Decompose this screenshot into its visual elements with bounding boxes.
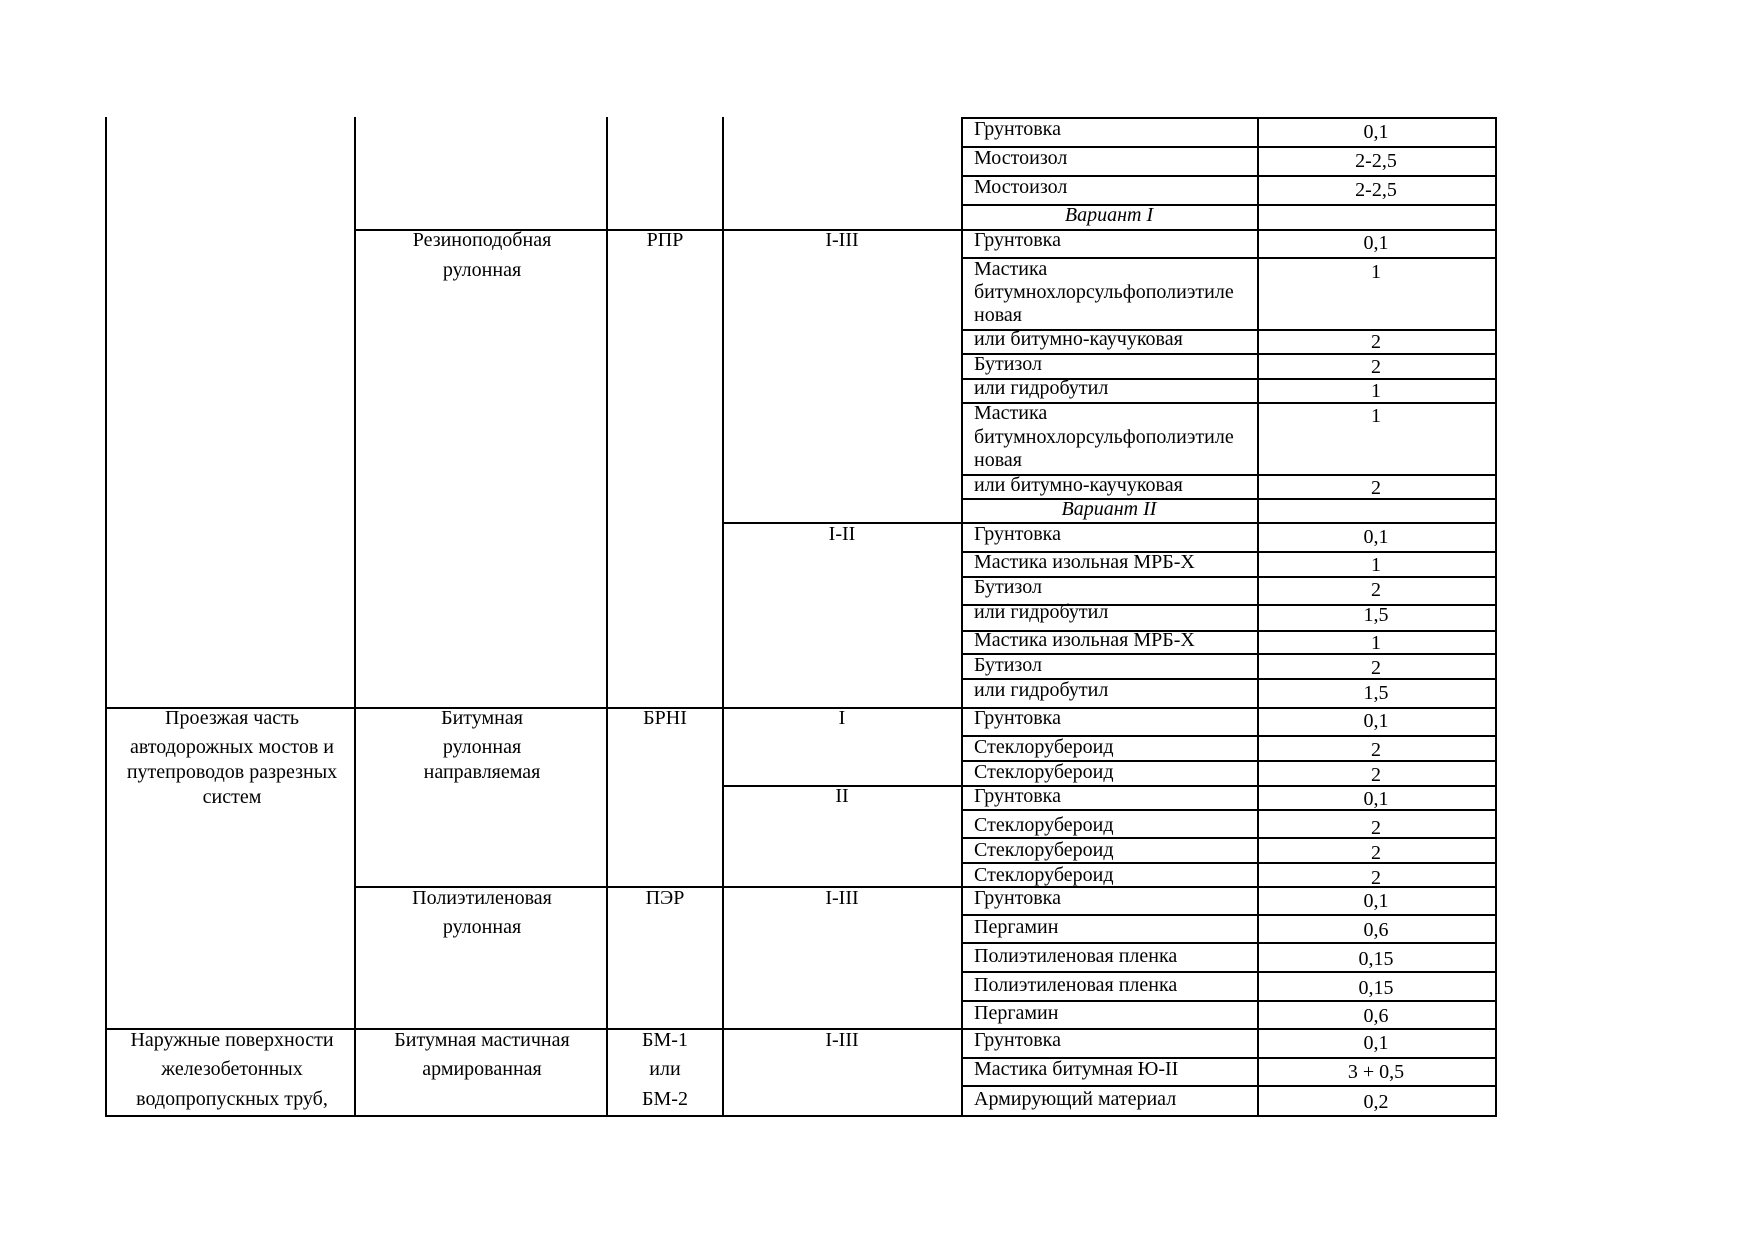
table-cell-text: I-III [825, 229, 859, 251]
layer-thickness: 0,1 [1363, 890, 1389, 912]
layer-thickness: 0,1 [1363, 121, 1389, 143]
table-cell-text: рулонная [442, 259, 522, 281]
layer-name: битумнохлорсульфополиэтиле [974, 281, 1234, 303]
layer-name: Мастика изольная МРБ-Х [974, 629, 1195, 651]
layer-name: Мостоизол [974, 147, 1068, 169]
table-cell-text: I [838, 707, 846, 729]
layer-name: Полиэтиленовая пленка [974, 945, 1178, 967]
variant-heading: Вариант I [1064, 204, 1154, 226]
table-cell-text: I-III [825, 887, 859, 909]
grid-line-vertical [961, 117, 963, 1117]
layer-name: Пергамин [974, 916, 1059, 938]
table-cell-text: РПР [646, 229, 684, 251]
layer-thickness: 2 [1371, 356, 1381, 378]
grid-line-vertical [722, 117, 724, 1117]
layer-thickness: 1 [1371, 554, 1381, 576]
layer-name: Стеклорубероид [974, 736, 1114, 758]
layer-thickness: 0,1 [1363, 526, 1389, 548]
table-cell-text: Битумная мастичная [394, 1029, 570, 1051]
layer-name: Мастика [974, 402, 1048, 424]
layer-name: Полиэтиленовая пленка [974, 974, 1178, 996]
table-cell-text: рулонная [442, 916, 522, 938]
layer-name: новая [974, 449, 1022, 471]
layer-thickness: 2-2,5 [1355, 150, 1397, 172]
layer-thickness: 2 [1371, 867, 1381, 889]
grid-line-horizontal [961, 1115, 1497, 1117]
table-cell-text: армированная [422, 1058, 542, 1080]
layer-thickness: 0,6 [1363, 919, 1389, 941]
layer-name: Бутизол [974, 654, 1042, 676]
layer-thickness: 0,1 [1363, 788, 1389, 810]
layer-name: Грунтовка [974, 785, 1061, 807]
layer-thickness: 0,6 [1363, 1005, 1389, 1027]
layer-name: битумнохлорсульфополиэтиле [974, 426, 1234, 448]
layer-name: Пергамин [974, 1002, 1059, 1024]
layer-thickness: 1 [1371, 261, 1381, 283]
table-cell-text: путепроводов разрезных [126, 761, 338, 783]
table-cell-text: Наружные поверхности [130, 1029, 334, 1051]
layer-name: или гидробутил [974, 377, 1109, 399]
layer-name: Стеклорубероид [974, 864, 1114, 886]
table-cell-text: I-II [828, 523, 856, 545]
layer-name: Мастика битумная Ю-II [974, 1058, 1179, 1080]
layer-thickness: 2 [1371, 657, 1381, 679]
layer-thickness: 0,15 [1358, 948, 1394, 970]
layer-name: Грунтовка [974, 523, 1061, 545]
layer-thickness: 0,15 [1358, 977, 1394, 999]
table-cell-text: Резиноподобная [412, 229, 552, 251]
table-cell-text: Полиэтиленовая [412, 887, 552, 909]
layer-name: Бутизол [974, 576, 1042, 598]
layer-name: новая [974, 304, 1022, 326]
table-cell-text: БМ-2 [642, 1088, 688, 1110]
grid-line-horizontal [105, 1115, 963, 1117]
layer-thickness: 2 [1371, 331, 1381, 353]
layer-thickness: 2 [1371, 579, 1381, 601]
layer-name: Стеклорубероид [974, 761, 1114, 783]
layer-name: Грунтовка [974, 118, 1061, 140]
table-cell-text: Битумная [441, 707, 523, 729]
layer-thickness: 0,1 [1363, 1032, 1389, 1054]
layer-name: или битумно-каучуковая [974, 474, 1183, 496]
layer-name: Стеклорубероид [974, 814, 1114, 836]
grid-line-vertical [105, 117, 107, 1117]
table-cell-text: направляемая [423, 761, 541, 783]
layer-thickness: 1,5 [1363, 604, 1389, 626]
layer-thickness: 0,1 [1363, 710, 1389, 732]
layer-name: или битумно-каучуковая [974, 328, 1183, 350]
layer-thickness: 2 [1371, 477, 1381, 499]
layer-thickness: 3 + 0,5 [1347, 1061, 1405, 1083]
layer-thickness: 1 [1371, 380, 1381, 402]
layer-thickness: 1 [1371, 632, 1381, 654]
table-cell-text: или [649, 1058, 681, 1080]
layer-name: Бутизол [974, 353, 1042, 375]
layer-name: Грунтовка [974, 1029, 1061, 1051]
layer-name: Мастика изольная МРБ-Х [974, 551, 1195, 573]
table-cell-text: Проезжая часть [165, 707, 299, 729]
table-cell-text: автодорожных мостов и [129, 736, 334, 758]
layer-name: Стеклорубероид [974, 839, 1114, 861]
table-cell-text: II [835, 785, 849, 807]
layer-thickness: 2 [1371, 817, 1381, 839]
layer-name: Грунтовка [974, 887, 1061, 909]
layer-thickness: 2 [1371, 739, 1381, 761]
layer-name: Грунтовка [974, 229, 1061, 251]
layer-thickness: 0,1 [1363, 232, 1389, 254]
layer-name: Мостоизол [974, 176, 1068, 198]
layer-name: Грунтовка [974, 707, 1061, 729]
layer-name: или гидробутил [974, 679, 1109, 701]
layer-thickness: 2 [1371, 764, 1381, 786]
layer-name: Армирующий материал [974, 1088, 1177, 1110]
variant-heading: Вариант II [1061, 498, 1157, 520]
layer-thickness: 0,2 [1363, 1091, 1389, 1113]
layer-name: Мастика [974, 258, 1048, 280]
table-cell-text: I-III [825, 1029, 859, 1051]
table-cell-text: БРНI [643, 707, 687, 729]
layer-thickness: 1 [1371, 405, 1381, 427]
table-cell-text: водопропускных труб, [136, 1088, 328, 1110]
layer-name: или гидробутил [974, 601, 1109, 623]
layer-thickness: 1,5 [1363, 682, 1389, 704]
table-cell-text: железобетонных [161, 1058, 303, 1080]
layer-thickness: 2 [1371, 842, 1381, 864]
table-cell-text: БМ-1 [642, 1029, 688, 1051]
table-cell-text: ПЭР [645, 887, 685, 909]
layer-thickness: 2-2,5 [1355, 179, 1397, 201]
table-cell-text: систем [202, 786, 262, 808]
table-cell-text: рулонная [442, 736, 522, 758]
